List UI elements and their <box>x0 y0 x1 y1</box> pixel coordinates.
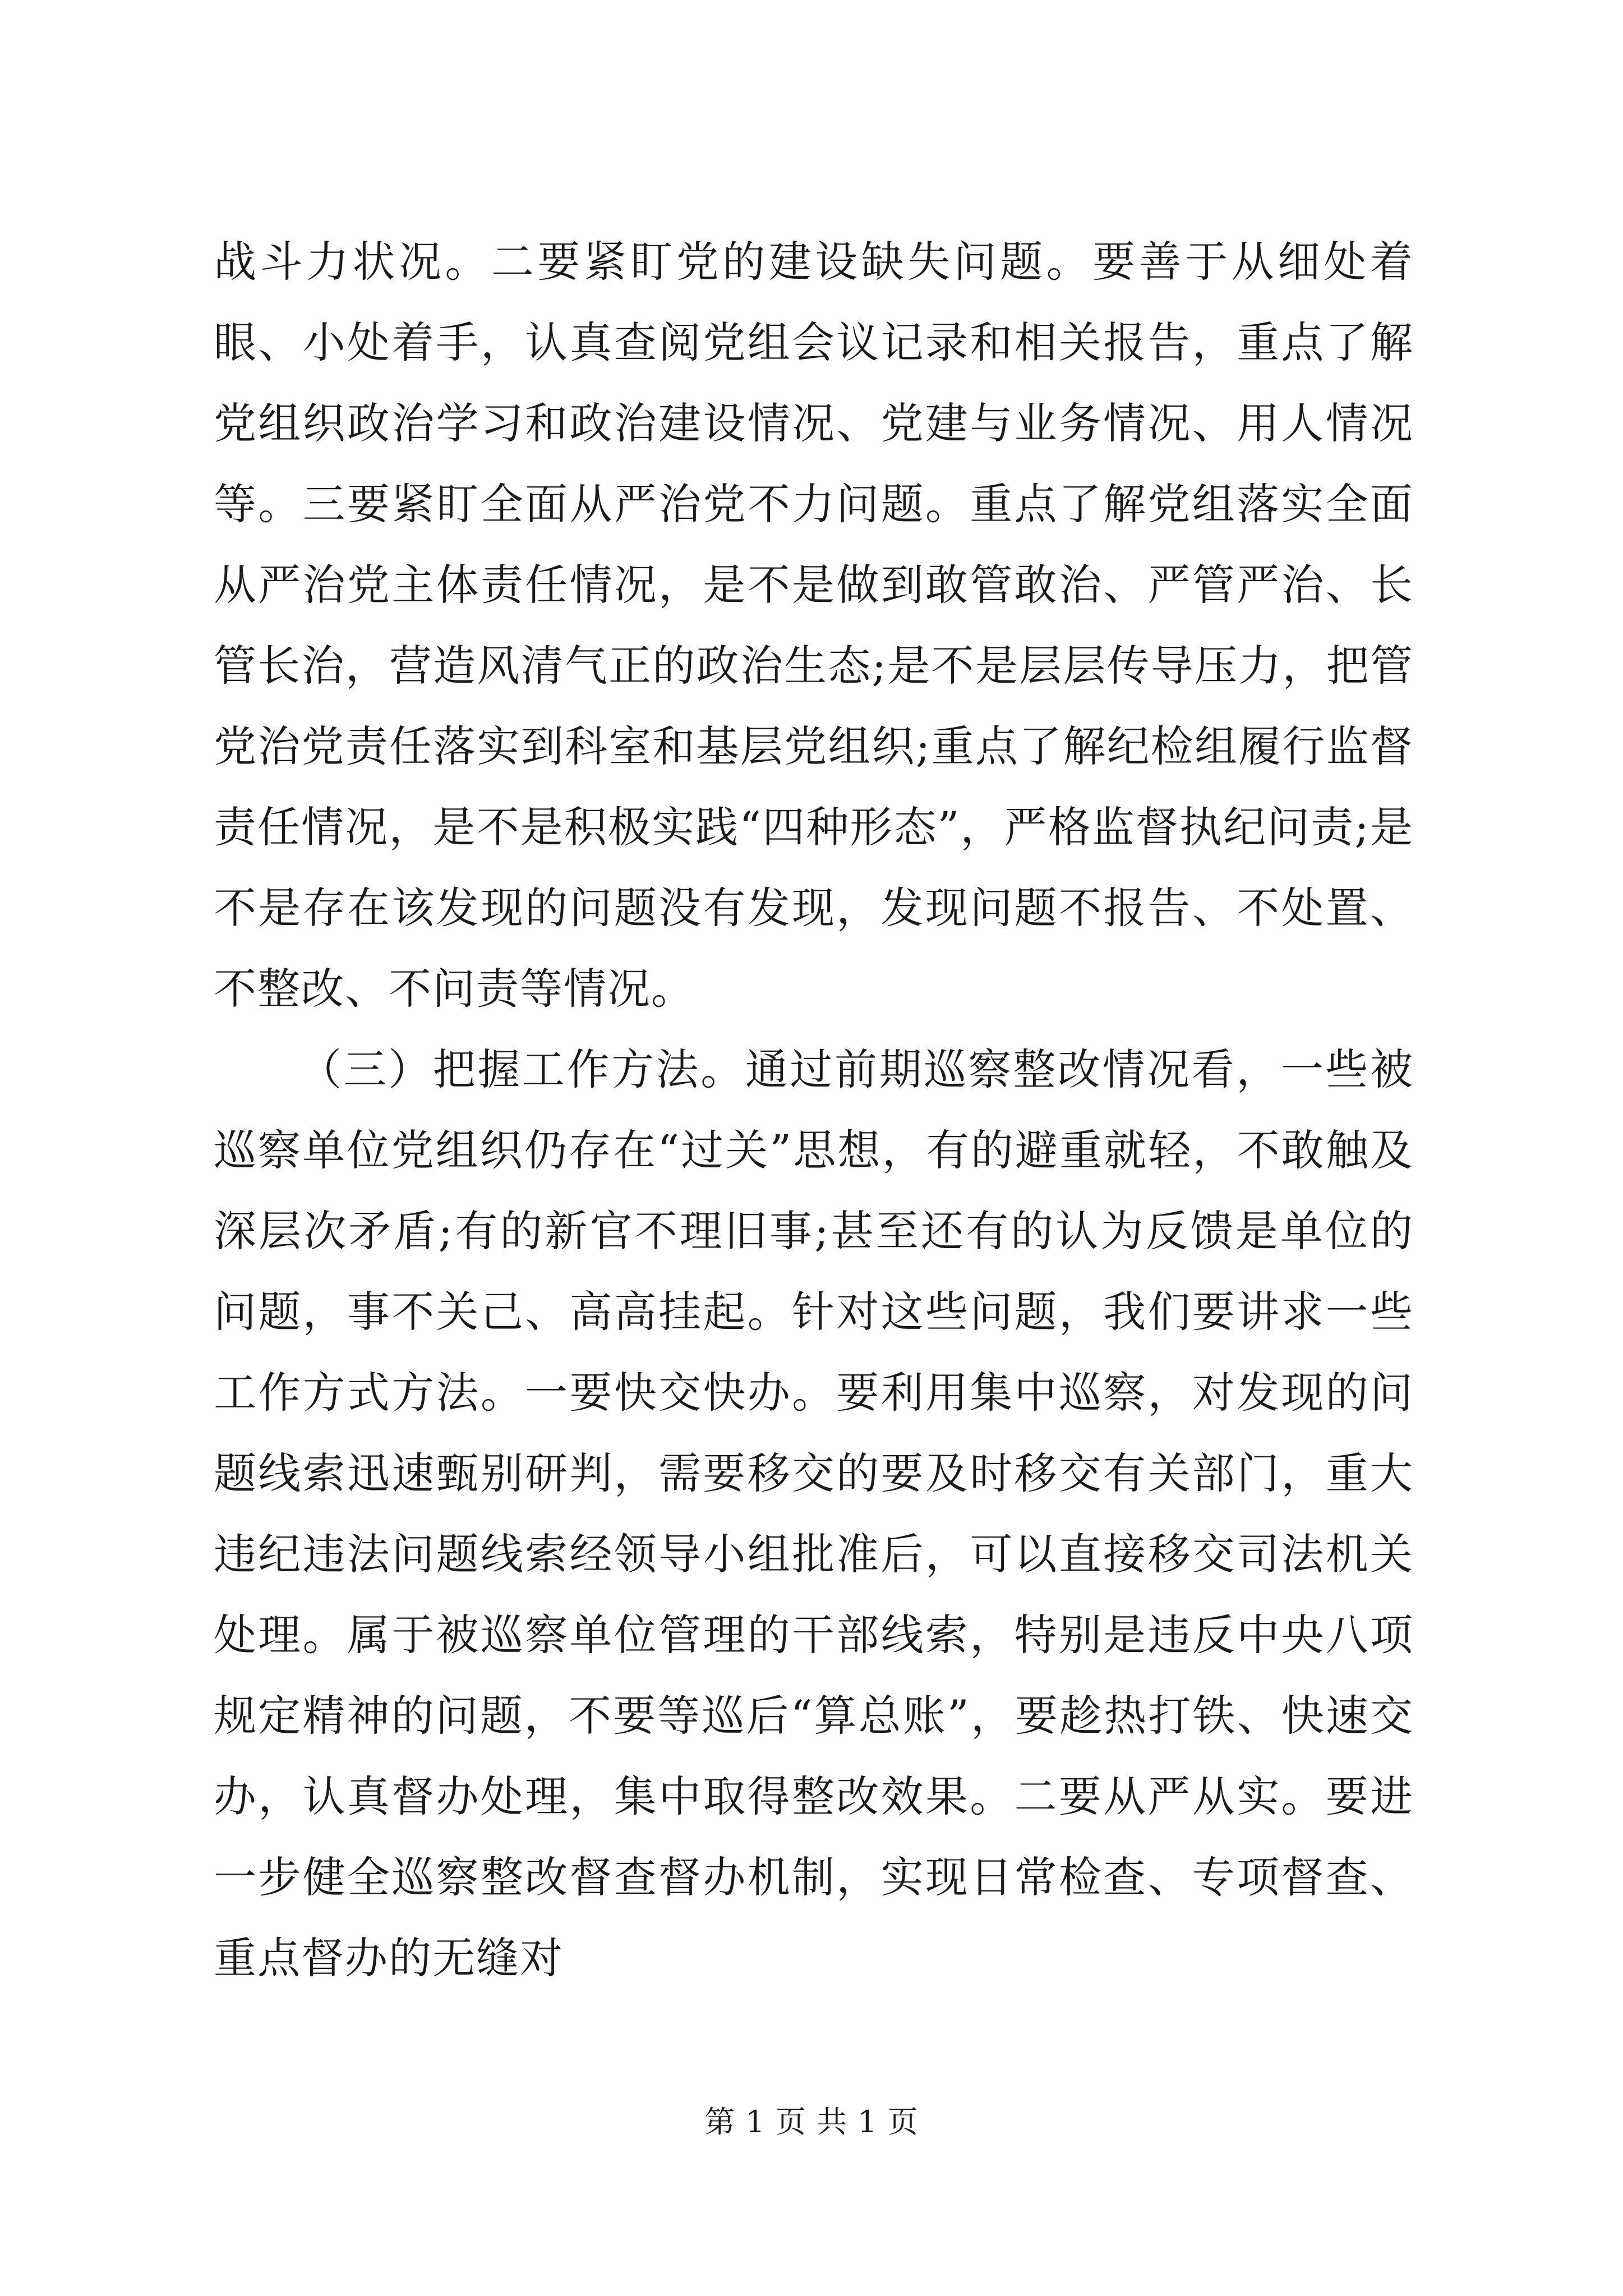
paragraph-work-methods: （三）把握工作方法。通过前期巡察整改情况看，一些被巡察单位党组织仍存在“过关”思想，有的避重就轻，不敢触及深层次矛盾;有的新官不理旧事;甚至还有的认为反馈是单位的问题，事不关己、高高挂起。针对这些问题，我们要讲求一些工作方式方法。一要快交快办。要利用集中巡察，对发现的问题线索迅速甄别研判，需要移交的要及时移交有关部门，重大违纪违法问题线索经领导小组批准后，可以直接移交司法机关处理。属于被巡察单位管理的干部线索，特别是违反中央八项规定精神的问题，不要等巡后“算总账”，要趁热打铁、快速交办，认真督办处理，集中取得整改效果。二要从严从实。要进一步健全巡察整改督查督办机制，实现日常检查、专项督查、重点督办的无缝对 <box>214 1045 1414 1983</box>
document-body <box>214 222 1414 1999</box>
paragraph-continuation: 战斗力状况。二要紧盯党的建设缺失问题。要善于从细处着眼、小处着手，认真查阅党组会议记录和相关报告，重点了解党组织政治学习和政治建设情况、党建与业务情况、用人情况等。三要紧盯全面从严治党不力问题。重点了解党组落实全面从严治党主体责任情况，是不是做到敢管敢治、严管严治、长管长治，营造风清气正的政治生态;是不是层层传导压力，把管党治党责任落实到科室和基层党组织;重点了解纪检组履行监督责任情况，是不是积极实践“四种形态”，严格监督执纪问责;是不是存在该发现的问题没有发现，发现问题不报告、不处置、不整改、不问责等情况。 <box>214 237 1414 1014</box>
page-footer: 第 1 页 共 1 页 <box>704 2104 919 2139</box>
